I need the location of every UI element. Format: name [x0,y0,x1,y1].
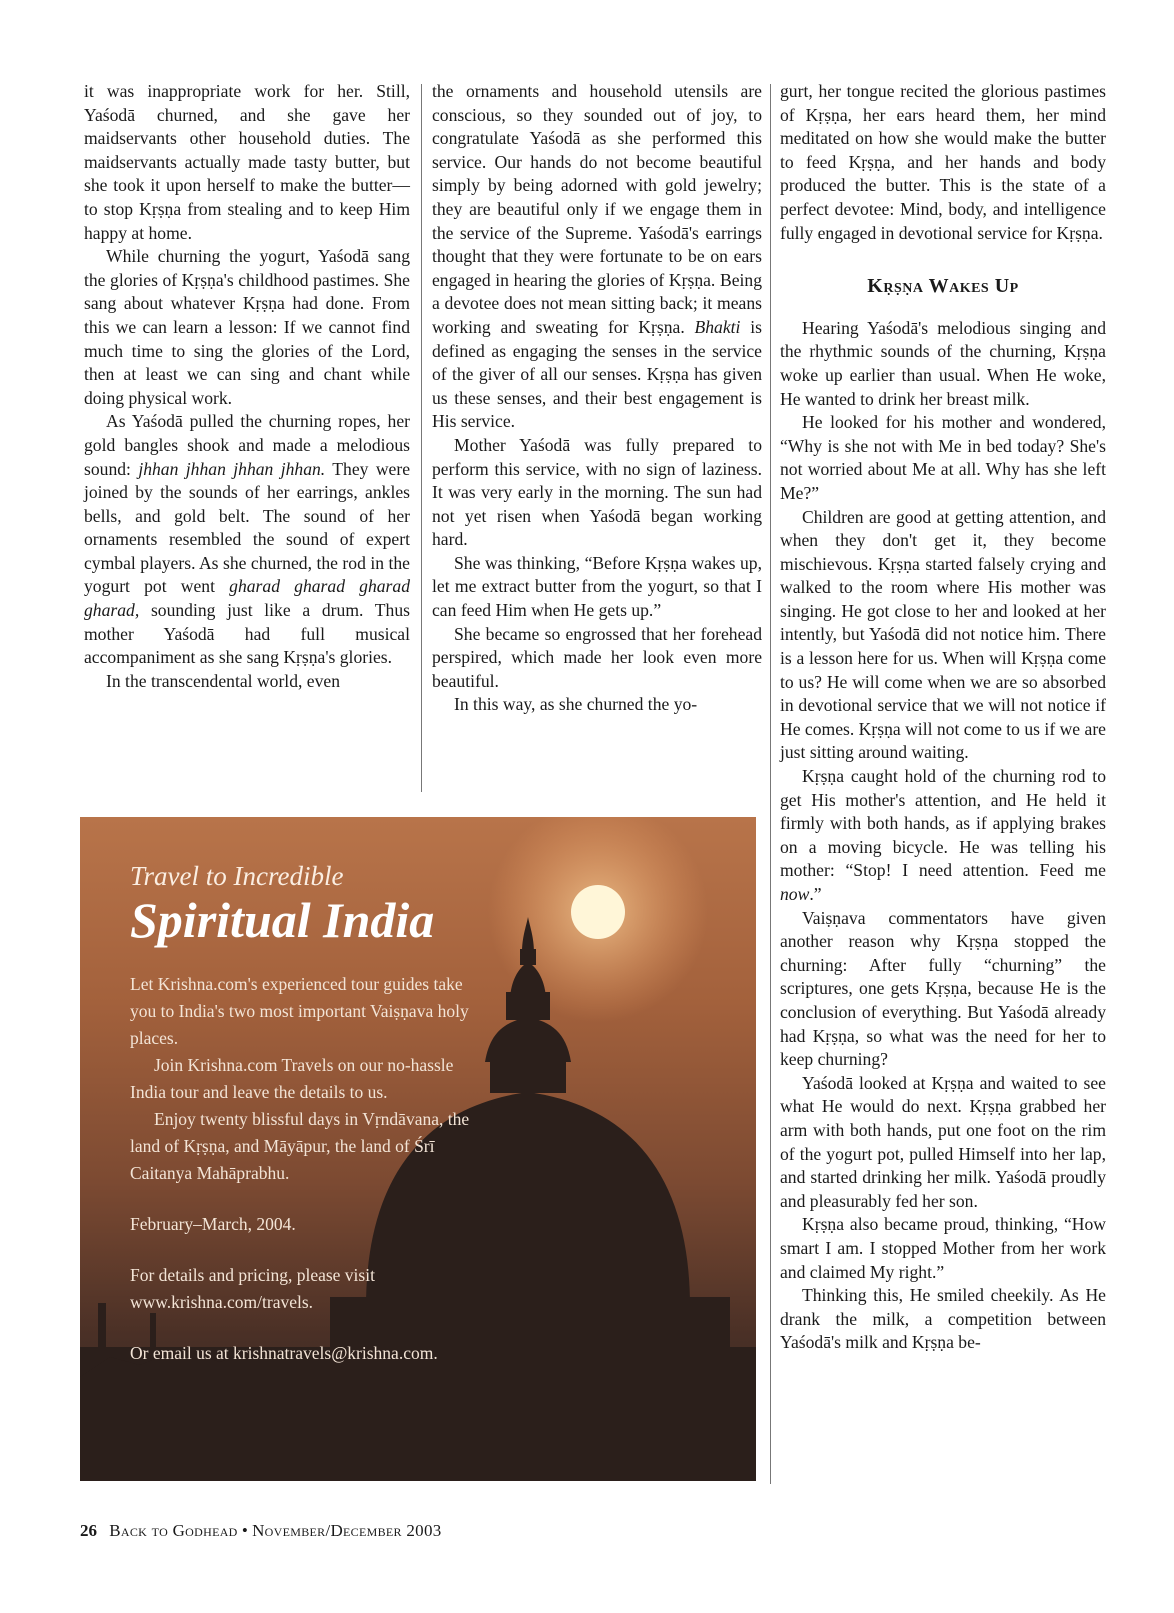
ad-email: Or email us at krishnatravels@krishna.com. [130,1343,438,1363]
text-run: Kṛṣṇa caught hold of the churning rod to get His mother's attention, and He held it firmly with both hands, as if applying brakes on a moving bicycle. He was telling his mother: “Stop! I need attention. Feed me [780,766,1106,881]
paragraph: Thinking this, He smiled cheekily. As He drank the milk, a competition between Yaśodā's milk and Kṛṣṇa be- [780,1285,1106,1353]
text-run: sounding just like a drum. Thus mother Yaśodā had full musical accompaniment as she sang Kṛṣṇa's glories. [84,600,410,668]
ad-paragraph: Join Krishna.com Travels on our no-hassle India tour and leave the details to us. [130,1055,454,1102]
issue-date: November/December 2003 [252,1521,442,1540]
paragraph: In this way, as she churned the yo- [454,694,698,715]
paragraph: He looked for his mother and wondered, “Why is she not with Me in bed today? She's not worried about Me at all. Why has she left Me?” [780,412,1106,503]
sun [571,885,625,939]
paragraph: Hearing Yaśodā's melodious singing and the rhythmic sounds of the churning, Kṛṣṇa woke up earlier than usual. When He woke, He wanted to drink her breast milk. [780,317,1106,409]
column-rule-right [770,84,771,1484]
page-footer [80,1521,442,1541]
paragraph: Children are good at getting attention, and when they don't get it, they become mischievous. Kṛṣṇa started falsely crying and walked to the room where His mother was singing. He got close to her and looked at her intently, but Yaśodā did not notice him. There is a lesson here for us. When will Kṛṣṇa come to us? He will come when we are so absorbed in devotional service that we will not notice if He comes. Kṛṣṇa will not come to us if we are just sitting around waiting. [780,506,1106,763]
paragraph [84,410,410,670]
footer-separator: • [241,1521,248,1540]
paragraph: Yaśodā looked at Kṛṣṇa and waited to see what He would do next. Kṛṣṇa grabbed her arm with both hands, put one foot on the rim of the yogurt pot, pulled Himself into her lap, and started drinking her milk. Yaśodā proudly and pleasurably fed her son. [780,1072,1106,1211]
article-column-3 [780,80,1106,1355]
italic-text: gharad gharad gharad gharad, [84,576,411,621]
column-rule-left [421,84,422,792]
article-column-2 [432,80,762,717]
paragraph: While churning the yogurt, Yaśodā sang the glories of Kṛṣṇa's childhood pastimes. She sang about whatever Kṛṣṇa had done. From this we can learn a lesson: If we cannot find much time to sing the glories of the Lord, then at least we can sing and chant while doing physical work. [84,246,410,408]
paragraph: She became so engrossed that her forehead perspired, which made her look even more beautiful. [432,623,762,691]
paragraph [432,80,762,434]
text-run: They were joined by the sounds of her earrings, ankles bells, and gold belt. The sound of her ornaments resembled the sound of expert cymbal players. As she churned, the rod in the yogurt pot went [84,458,410,597]
paragraph: gurt, her tongue recited the glorious pastimes of Kṛṣṇa, her ears heard them, her mind meditated on how she would make the butter to feed Kṛṣṇa, and her hands and body produced the butter. This is the state of a perfect devotee: Mind, body, and intelligence fully engaged in devotional service for Kṛṣṇa. [780,81,1106,243]
ad-paragraph: Let Krishna.com's experienced tour guides take you to India's two most important Vaiṣṇava holy places. [130,974,469,1048]
paragraph: Kṛṣṇa also became proud, thinking, “How smart I am. I stopped Mother from her work and claimed My right.” [780,1214,1106,1282]
italic-text: jhhan jhhan jhhan jhhan. [138,458,326,479]
section-heading: Kṛṣṇa Wakes Up [867,275,1019,298]
ad-kicker: Travel to Incredible [130,861,344,891]
text-run: As Yaśodā pulled the churning ropes, her gold bangles shook and made a melodious sound: [84,411,410,479]
text-run: the ornaments and household utensils are conscious, so they sounded out of joy, to congratulate Yaśodā as she performed this service. Our hands do not become beautiful simply by being adorned with gold jewelry; they are beautiful only if we engage them in the service of the Supreme. Yaśodā's earrings thought that they were fortunate to be on ears engaged in hearing the glories of Kṛṣṇa. Being a devotee does not mean sitting back; it means working and sweating for Kṛṣṇa. [432,81,762,337]
paragraph: Mother Yaśodā was fully prepared to perform this service, with no sign of laziness. It was very early in the morning. The sun had not yet risen when Yaśodā began working hard. [432,434,762,550]
paragraph: She was thinking, “Before Kṛṣṇa wakes up, let me extract butter from the yogurt, so that I can feed Him when He gets up.” [432,552,762,621]
text-run: is defined as engaging the senses in the service of the giver of all our senses. Kṛṣṇa has given us these senses, and their best engagement is His service. [432,316,762,432]
magazine-name: Back to Godhead [109,1521,238,1540]
paragraph: Vaiṣṇava commentators have given another reason why Kṛṣṇa stopped the churning: After fully “churning” the scriptures, one gets Kṛṣṇa, because He is the conclusion of everything. But Yaśodā already had Kṛṣṇa, so what was the need for her to keep churning? [780,907,1106,1070]
article-column-1 [84,80,410,693]
ad-copy [130,861,490,1367]
paragraph: In the transcendental world, even [106,670,341,691]
paragraph: it was inappropriate work for her. Still, Yaśodā churned, and she gave her maidservants other household duties. The maidservants actually made tasty butter, but she took it upon herself to make the butter—to stop Kṛṣṇa from stealing and to keep Him happy at home. [84,81,410,243]
text-run: .” [809,884,822,904]
italic-text: Bhakti [694,316,741,337]
travel-advertisement [80,817,756,1481]
page-number: 26 [80,1521,97,1540]
ad-title: Spiritual India [130,892,435,948]
paragraph [780,765,1106,907]
ad-dates: February–March, 2004. [130,1214,296,1234]
ad-paragraph: Enjoy twenty blissful days in Vṛndāvana, the land of Kṛṣṇa, and Māyāpur, the land of Śrī Caitanya Mahāprabhu. [130,1109,470,1183]
ad-details: For details and pricing, please visit www.krishna.com/travels. [130,1265,375,1312]
italic-text: now [780,884,810,904]
